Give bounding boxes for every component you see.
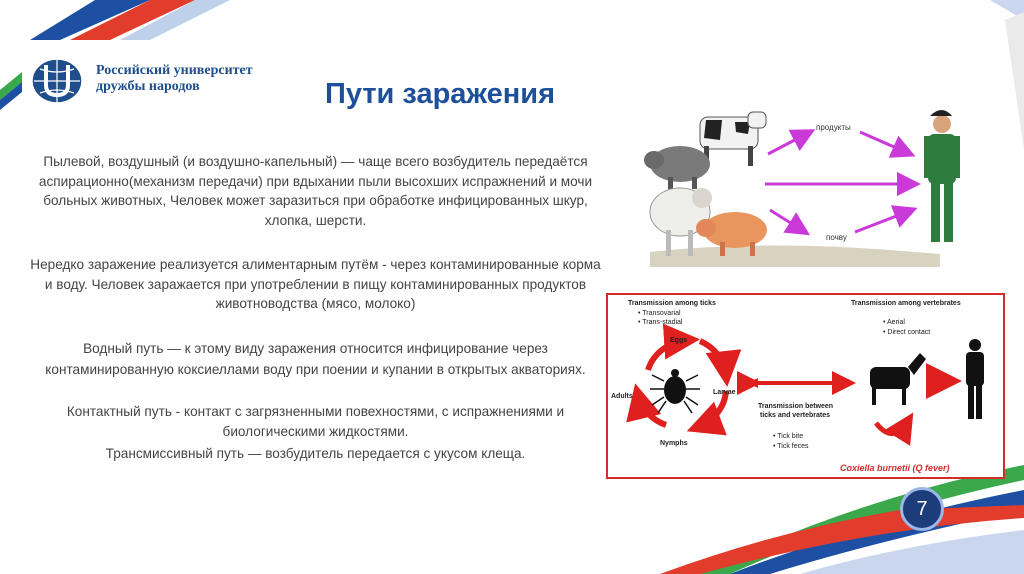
between-item-1: • Tick bite: [773, 433, 804, 440]
ticks-item-1: • Transovarial: [638, 310, 681, 317]
page-number: 7: [900, 487, 944, 531]
between-heading-1: Transmission between: [758, 403, 834, 410]
paragraph-text: Трансмиссивный путь — возбудитель передается с укусом клеща.: [105, 446, 526, 461]
paragraph-contact: [28, 402, 603, 441]
paragraph-airborne: [28, 152, 603, 230]
logo-line-1: Российский университет: [96, 63, 253, 78]
vertebrates-item-2: • Direct contact: [883, 329, 931, 336]
between-item-2: • Tick feces: [773, 443, 809, 450]
paragraph-water: [28, 338, 603, 380]
goat-icon: [870, 353, 926, 405]
cow-icon: [700, 112, 766, 166]
stage-nymphs: Nymphs: [660, 440, 688, 447]
pig-icon: [644, 146, 710, 189]
human-icon: [966, 339, 984, 419]
university-logo: [30, 55, 290, 111]
ticks-heading: Transmission among ticks: [628, 300, 716, 307]
logo-line-2: дружбы народов: [96, 79, 200, 94]
between-heading-2: ticks and vertebrates: [760, 412, 831, 419]
vertebrates-heading: Transmission among vertebrates: [851, 300, 961, 307]
paragraph-text: Контактный путь - контакт с загрязненными повехностями, с испражнениями и биологическими жидкостями.: [66, 404, 565, 439]
vertebrates-item-1: • Aerial: [883, 319, 905, 326]
paragraph-text: Пылевой, воздушный (и воздушно-капельный) — чаще всего возбудитель передаётся аспирационно(механизм передачи) при вдыхании пыли высохших испражнений и мочи больных животных, Человек может заразиться при обработке инфицированных шкур, хлопка, шерсти.: [38, 154, 593, 228]
person-icon: [924, 110, 960, 242]
paragraph-vector: [28, 444, 603, 464]
stage-eggs: Eggs: [670, 337, 688, 344]
paragraph-text: Нередко заражение реализуется алиментарным путём - через контаминированные корма и воду. Человек заражается при употреблении в пищу контаминированных продуктов животноводства (мясо, молоко): [30, 257, 601, 311]
globe-logo-icon: [30, 55, 90, 107]
label-soil: почву: [826, 233, 847, 242]
label-products: продукты: [816, 123, 851, 132]
diagram-caption: Coxiella burnetii (Q fever): [840, 463, 950, 473]
stage-adults: Adults: [611, 393, 633, 400]
paragraph-text: Водный путь — к этому виду заражения относится инфицирование через контаминированную коксиеллами воду при поении и купании в открытых акваториях.: [45, 341, 586, 377]
paragraph-alimentary: [28, 255, 603, 314]
tick-icon: [650, 369, 700, 413]
animals-transmission-image: [640, 102, 975, 272]
ticks-item-2: • Trans-stadial: [638, 319, 683, 326]
stage-larvae: Larvae: [713, 389, 736, 396]
tick-transmission-diagram: [606, 293, 1005, 479]
slide-title: Пути заражения: [325, 78, 555, 110]
